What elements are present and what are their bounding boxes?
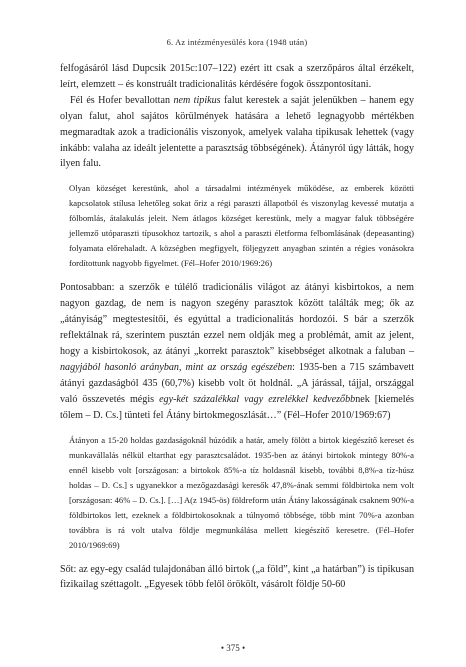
paragraph-4: Sőt: az egy-egy család tulajdonában álló birtok („a föld”, kint „a határban”) is tipikusan fizikailag széttagolt. „Egyesek több felől örökölt, vásárolt földje 50-60 [60,563,414,591]
paragraph-2 [60,93,414,173]
block-quote-2: Átányon a 15-20 holdas gazdaságoknál húzódik a határ, amely fölött a birtok kiegészítő kereset és munkavállalás nélkül eltarthat egy parasztcsaládot. 1935-ben az átányi birtokok mintegy 80%-a ennél kisebb volt [országosan: a birtokok 85%-a tíz holdasnál kisebb, további 8,8%-a tíz-húsz holdas – D. Cs.] s ugyanekkor a mezőgazdasági keresők 47,8%-ának semmi földbirtoka nem volt [országosan: 46% – D. Cs.]. […] A(z 1945-ös) földreform után Átány lakosságának csaknem 90%-a földbirtokos lett, ezeknek a földbirtokosoknak a túlnyomó többsége, több mint 70%-a azonban továbbra is rá volt utalva földje megmunkálása mellett kiegészítő keresetre. (Fél–Hofer 2010/1969:69) [69,434,414,550]
paragraph-3-text-b: : 1935-ben a 715 számbavett átányi gazdaságból 435 (60,7%) kisebb volt öt holdnál. „A járással, tájjal, országgal való összevetés mégis [60,361,414,405]
book-page [60,38,414,593]
paragraph-2-text-a: Fél és Hofer bevallottan [70,94,174,106]
paragraph-2-emphasis: nem tipikus [173,94,221,106]
paragraph-3-text-a: Pontosabban: a szerzők e túlélő tradicionális világot az átányi kisbirtokos, a nem nagyon gazdag, de nem is nagyon szegény parasztok között találták meg; ők az „átányiság” megtestesítői, és egyúttal a tradicionalitás hordozói. S bár a szerzők reflektálnak rá, szerintem pusztán ezzel nem oldják meg a problémát, amit az jelent, hogy a kisbirtokosok, az átányi „korrekt parasztok” kisebbséget alkotnak a faluban – [60,282,414,357]
block-quote-1: Olyan községet kerestünk, ahol a társadalmi intézmények működése, az emberek közötti kapcsolatok stílusa lehetőleg sokat őriz a régi paraszti állapotból és viszonylag kevessé mutatja a fölbomlás, átalakulás jeleit. Nem átlagos községet kerestünk, mely a magyar faluk többségére jellemző utóparaszti típusokhoz tartozik, s ahol a paraszti életforma felbomlásának (depeasanting) folyamata előrehaladt. A községben megfigyelt, följegyzett anyagban szintén a régies vonásokra fordítottunk nagyobb figyelmet. (Fél–Hofer 2010/1969:26) [69,183,414,269]
paragraph-3-text-c: nek [kiemelés tőlem – D. Cs.] tünteti fel Átány birtokmegoszlását…” (Fél–Hofer 2010/1969:67) [60,393,414,421]
page-number: • 375 • [220,643,246,653]
paragraph-3 [60,280,414,423]
paragraph-1: felfogásáról lásd Dupcsik 2015c:107–122) ezért itt csak a szerzőpáros által érzékelt, leírt, elemzett – és konstruált tradicionalitás kérdésére fogok összpontosítani. [60,63,414,90]
paragraph-3-emphasis-2: egy-két százalékkal vagy ezrelékkel kedvezőbb [159,393,356,405]
running-head: 6. Az intézményesülés kora (1948 után) [166,38,308,47]
paragraph-3-emphasis-1: nagyjából hasonló arányban, mint az ország egészében [60,361,293,373]
paragraph-2-text-b: falut kerestek a saját jelenükben – hanem egy olyan falut, ahol sajátos körülmények hatására a lehető legnagyobb mértékben megmaradtak azok a tradicionális viszonyok, amelyek valaha tipikusak lehettek (vagy inkább: valaha az ideált jelentette a parasztság többségének). Átányról úgy látták, hogy ilyen falu. [60,94,414,170]
